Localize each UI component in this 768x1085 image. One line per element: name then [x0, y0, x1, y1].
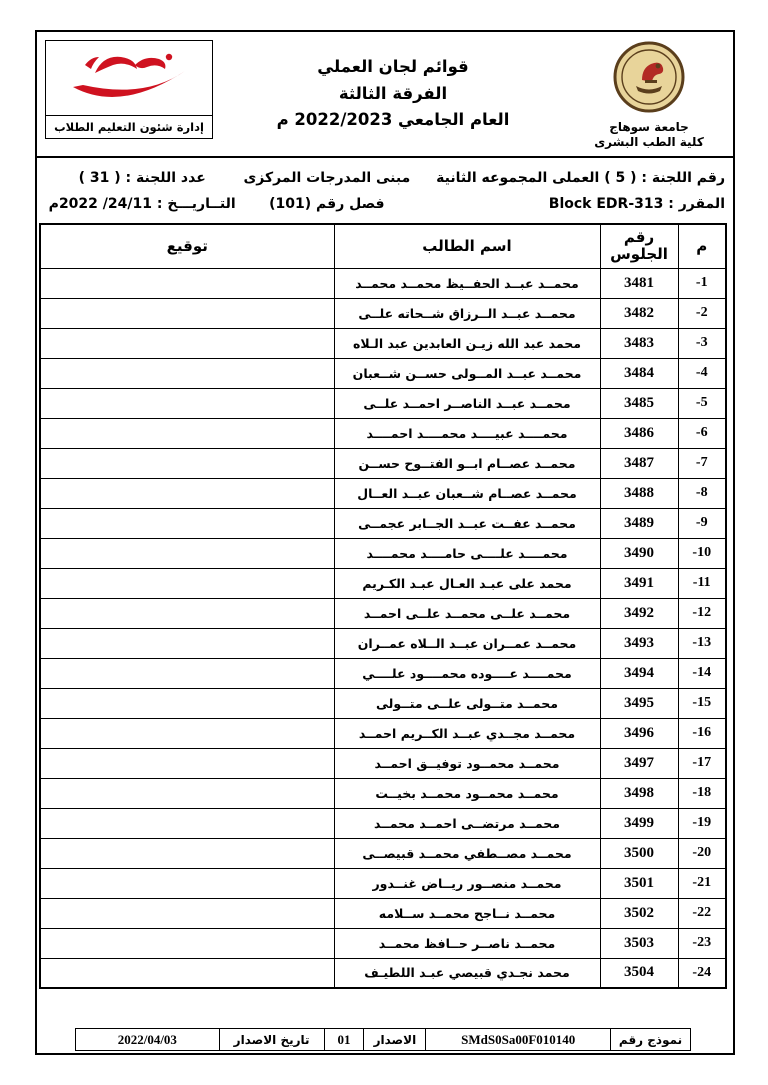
student-name: محمــد نــاجح محمــد ســلامه — [334, 898, 600, 928]
committee-count: عدد اللجنة : ( 31 ) — [78, 170, 206, 186]
row-index: -3 — [678, 328, 726, 358]
student-name: محمــد مجــدي عبــد الكــريم احمــد — [334, 718, 600, 748]
signature-cell — [40, 508, 334, 538]
signature-cell — [40, 898, 334, 928]
exam-info-section — [37, 158, 733, 220]
seat-number: 3481 — [600, 268, 678, 298]
signature-cell — [40, 868, 334, 898]
signature-cell — [40, 688, 334, 718]
document-page — [35, 30, 735, 1055]
title-line-1: قوائم لجان العملي — [317, 57, 469, 76]
seat-number: 3496 — [600, 718, 678, 748]
signature-cell — [40, 928, 334, 958]
student-name: محمــــد عبيــــد محمــــد احمــــد — [334, 418, 600, 448]
student-name: محمــــد عــــوده محمــــود علــــي — [334, 658, 600, 688]
table-row — [40, 658, 726, 688]
signature-cell — [40, 358, 334, 388]
row-index: -14 — [678, 658, 726, 688]
student-name: محمــد ناصــر حــافظ محمــد — [334, 928, 600, 958]
row-index: -7 — [678, 448, 726, 478]
table-row — [40, 598, 726, 628]
seat-number: 3498 — [600, 778, 678, 808]
row-index: -16 — [678, 718, 726, 748]
document-header — [37, 32, 733, 156]
faculty-name: كلية الطب البشرى — [594, 135, 704, 149]
table-row — [40, 388, 726, 418]
table-row — [40, 358, 726, 388]
signature-cell — [40, 718, 334, 748]
seat-number: 3493 — [600, 628, 678, 658]
student-name: محمــد عبــد الــرزاق شــحاته علــى — [334, 298, 600, 328]
student-name: محمد على عبـد العـال عبـد الكـريم — [334, 568, 600, 598]
seat-number: 3491 — [600, 568, 678, 598]
table-row — [40, 508, 726, 538]
title-line-3: العام الجامعي 2022/2023 م — [276, 110, 510, 130]
committee-number: رقم اللجنة : ( 5 ) العملى المجموعه الثانية — [436, 170, 725, 186]
table-row — [40, 268, 726, 298]
row-index: -24 — [678, 958, 726, 988]
row-index: -23 — [678, 928, 726, 958]
table-row — [40, 748, 726, 778]
seat-number: 3489 — [600, 508, 678, 538]
signature-cell — [40, 628, 334, 658]
table-row — [40, 838, 726, 868]
course-code: المقرر : Block EDR-313 — [548, 196, 725, 212]
table-row — [40, 928, 726, 958]
seat-number: 3500 — [600, 838, 678, 868]
seat-number: 3486 — [600, 418, 678, 448]
form-code: SMdS0Sa00F010140 — [426, 1029, 611, 1051]
seat-number: 3497 — [600, 748, 678, 778]
row-index: -5 — [678, 388, 726, 418]
info-row-2 — [43, 191, 727, 217]
form-footer — [75, 1028, 691, 1051]
seat-number: 3482 — [600, 298, 678, 328]
row-index: -11 — [678, 568, 726, 598]
row-index: -17 — [678, 748, 726, 778]
room-number: فصل رقم (101) — [269, 196, 385, 212]
row-index: -22 — [678, 898, 726, 928]
signature-cell — [40, 568, 334, 598]
seat-number: 3487 — [600, 448, 678, 478]
seat-number: 3492 — [600, 598, 678, 628]
seat-number: 3501 — [600, 868, 678, 898]
signature-cell — [40, 268, 334, 298]
signature-cell — [40, 838, 334, 868]
student-name: محمــــد علــــى حامــــد محمــــد — [334, 538, 600, 568]
students-table-header — [40, 224, 726, 268]
table-row — [40, 778, 726, 808]
seat-number: 3485 — [600, 388, 678, 418]
student-name: محمد نجـدي قبيصي عبـد اللطيـف — [334, 958, 600, 988]
student-name: محمــد عمــران عبــد الــلاه عمــران — [334, 628, 600, 658]
faculty-red-crescent-logo-icon — [65, 43, 193, 113]
table-row — [40, 628, 726, 658]
header-student-name: اسم الطالب — [334, 224, 600, 268]
row-index: -19 — [678, 808, 726, 838]
student-name: محمــد عصــام شــعبان عبــد العــال — [334, 478, 600, 508]
student-name: محمــد علــى محمــد علــى احمــد — [334, 598, 600, 628]
student-name: محمــد محمــود محمــد بخيــت — [334, 778, 600, 808]
document-title — [213, 40, 573, 134]
row-index: -1 — [678, 268, 726, 298]
student-name: محمــد عصــام ابــو الفتــوح حســن — [334, 448, 600, 478]
table-row — [40, 538, 726, 568]
row-index: -2 — [678, 298, 726, 328]
signature-cell — [40, 478, 334, 508]
student-name: محمــد منصــور ريــاض غنــدور — [334, 868, 600, 898]
faculty-logo-box — [45, 40, 213, 116]
student-name: محمــد عبــد المــولى حســن شــعبان — [334, 358, 600, 388]
title-line-2: الفرقة الثالثة — [338, 83, 448, 103]
row-index: -12 — [678, 598, 726, 628]
header-seat-number: رقم الجلوس — [600, 224, 678, 268]
row-index: -8 — [678, 478, 726, 508]
issue-date-label: تاريخ الاصدار — [219, 1029, 324, 1051]
students-table — [39, 223, 727, 989]
university-seal-icon — [612, 99, 686, 118]
row-index: -10 — [678, 538, 726, 568]
header-signature: توقيع — [40, 224, 334, 268]
row-index: -13 — [678, 628, 726, 658]
signature-cell — [40, 658, 334, 688]
signature-cell — [40, 388, 334, 418]
signature-cell — [40, 448, 334, 478]
table-row — [40, 868, 726, 898]
table-row — [40, 328, 726, 358]
table-row — [40, 718, 726, 748]
student-name: محمــد متــولى علــى متــولى — [334, 688, 600, 718]
university-block — [573, 40, 725, 150]
table-row — [40, 478, 726, 508]
issue-number: 01 — [324, 1029, 364, 1051]
seat-number: 3503 — [600, 928, 678, 958]
signature-cell — [40, 748, 334, 778]
table-row — [40, 688, 726, 718]
table-row — [40, 958, 726, 988]
seat-number: 3488 — [600, 478, 678, 508]
student-table-body — [40, 268, 726, 988]
form-number-label: نموذج رقم — [611, 1029, 691, 1051]
signature-cell — [40, 418, 334, 448]
seat-number: 3490 — [600, 538, 678, 568]
signature-cell — [40, 808, 334, 838]
seat-number: 3502 — [600, 898, 678, 928]
seat-number: 3484 — [600, 358, 678, 388]
row-index: -20 — [678, 838, 726, 868]
signature-cell — [40, 778, 334, 808]
seat-number: 3495 — [600, 688, 678, 718]
table-row — [40, 418, 726, 448]
signature-cell — [40, 328, 334, 358]
row-index: -21 — [678, 868, 726, 898]
row-index: -4 — [678, 358, 726, 388]
table-row — [40, 898, 726, 928]
table-row — [40, 808, 726, 838]
issue-date: 2022/04/03 — [76, 1029, 220, 1051]
seat-number: 3499 — [600, 808, 678, 838]
signature-cell — [40, 538, 334, 568]
table-row — [40, 298, 726, 328]
issue-label: الاصدار — [364, 1029, 426, 1051]
row-index: -18 — [678, 778, 726, 808]
student-name: محمــد محمــود توفيــق احمــد — [334, 748, 600, 778]
row-index: -9 — [678, 508, 726, 538]
seat-number: 3504 — [600, 958, 678, 988]
info-row-1 — [43, 165, 727, 191]
signature-cell — [40, 298, 334, 328]
seat-number: 3483 — [600, 328, 678, 358]
student-name: محمــد مصــطفي محمــد قبيصــى — [334, 838, 600, 868]
table-row — [40, 568, 726, 598]
row-index: -6 — [678, 418, 726, 448]
student-name: محمد عبد الله زيـن العابدين عبد الـلاه — [334, 328, 600, 358]
student-name: محمــد عبــد الحفــيظ محمــد محمــد — [334, 268, 600, 298]
signature-cell — [40, 958, 334, 988]
student-name: محمــد مرتضــى احمــد محمــد — [334, 808, 600, 838]
row-index: -15 — [678, 688, 726, 718]
seat-number: 3494 — [600, 658, 678, 688]
administration-block — [45, 40, 213, 139]
building-name: مبنى المدرجات المركزى — [243, 170, 411, 186]
administration-label: إدارة شئون التعليم الطلاب — [45, 116, 213, 139]
student-name: محمــد عفــت عبــد الجــابر عجمــى — [334, 508, 600, 538]
header-index: م — [678, 224, 726, 268]
university-name: جامعة سوهاج — [609, 120, 689, 134]
exam-date: التــاريـــخ : 24/11/ 2022م — [48, 196, 236, 212]
signature-cell — [40, 598, 334, 628]
student-name: محمــد عبــد الناصــر احمــد علــى — [334, 388, 600, 418]
table-row — [40, 448, 726, 478]
